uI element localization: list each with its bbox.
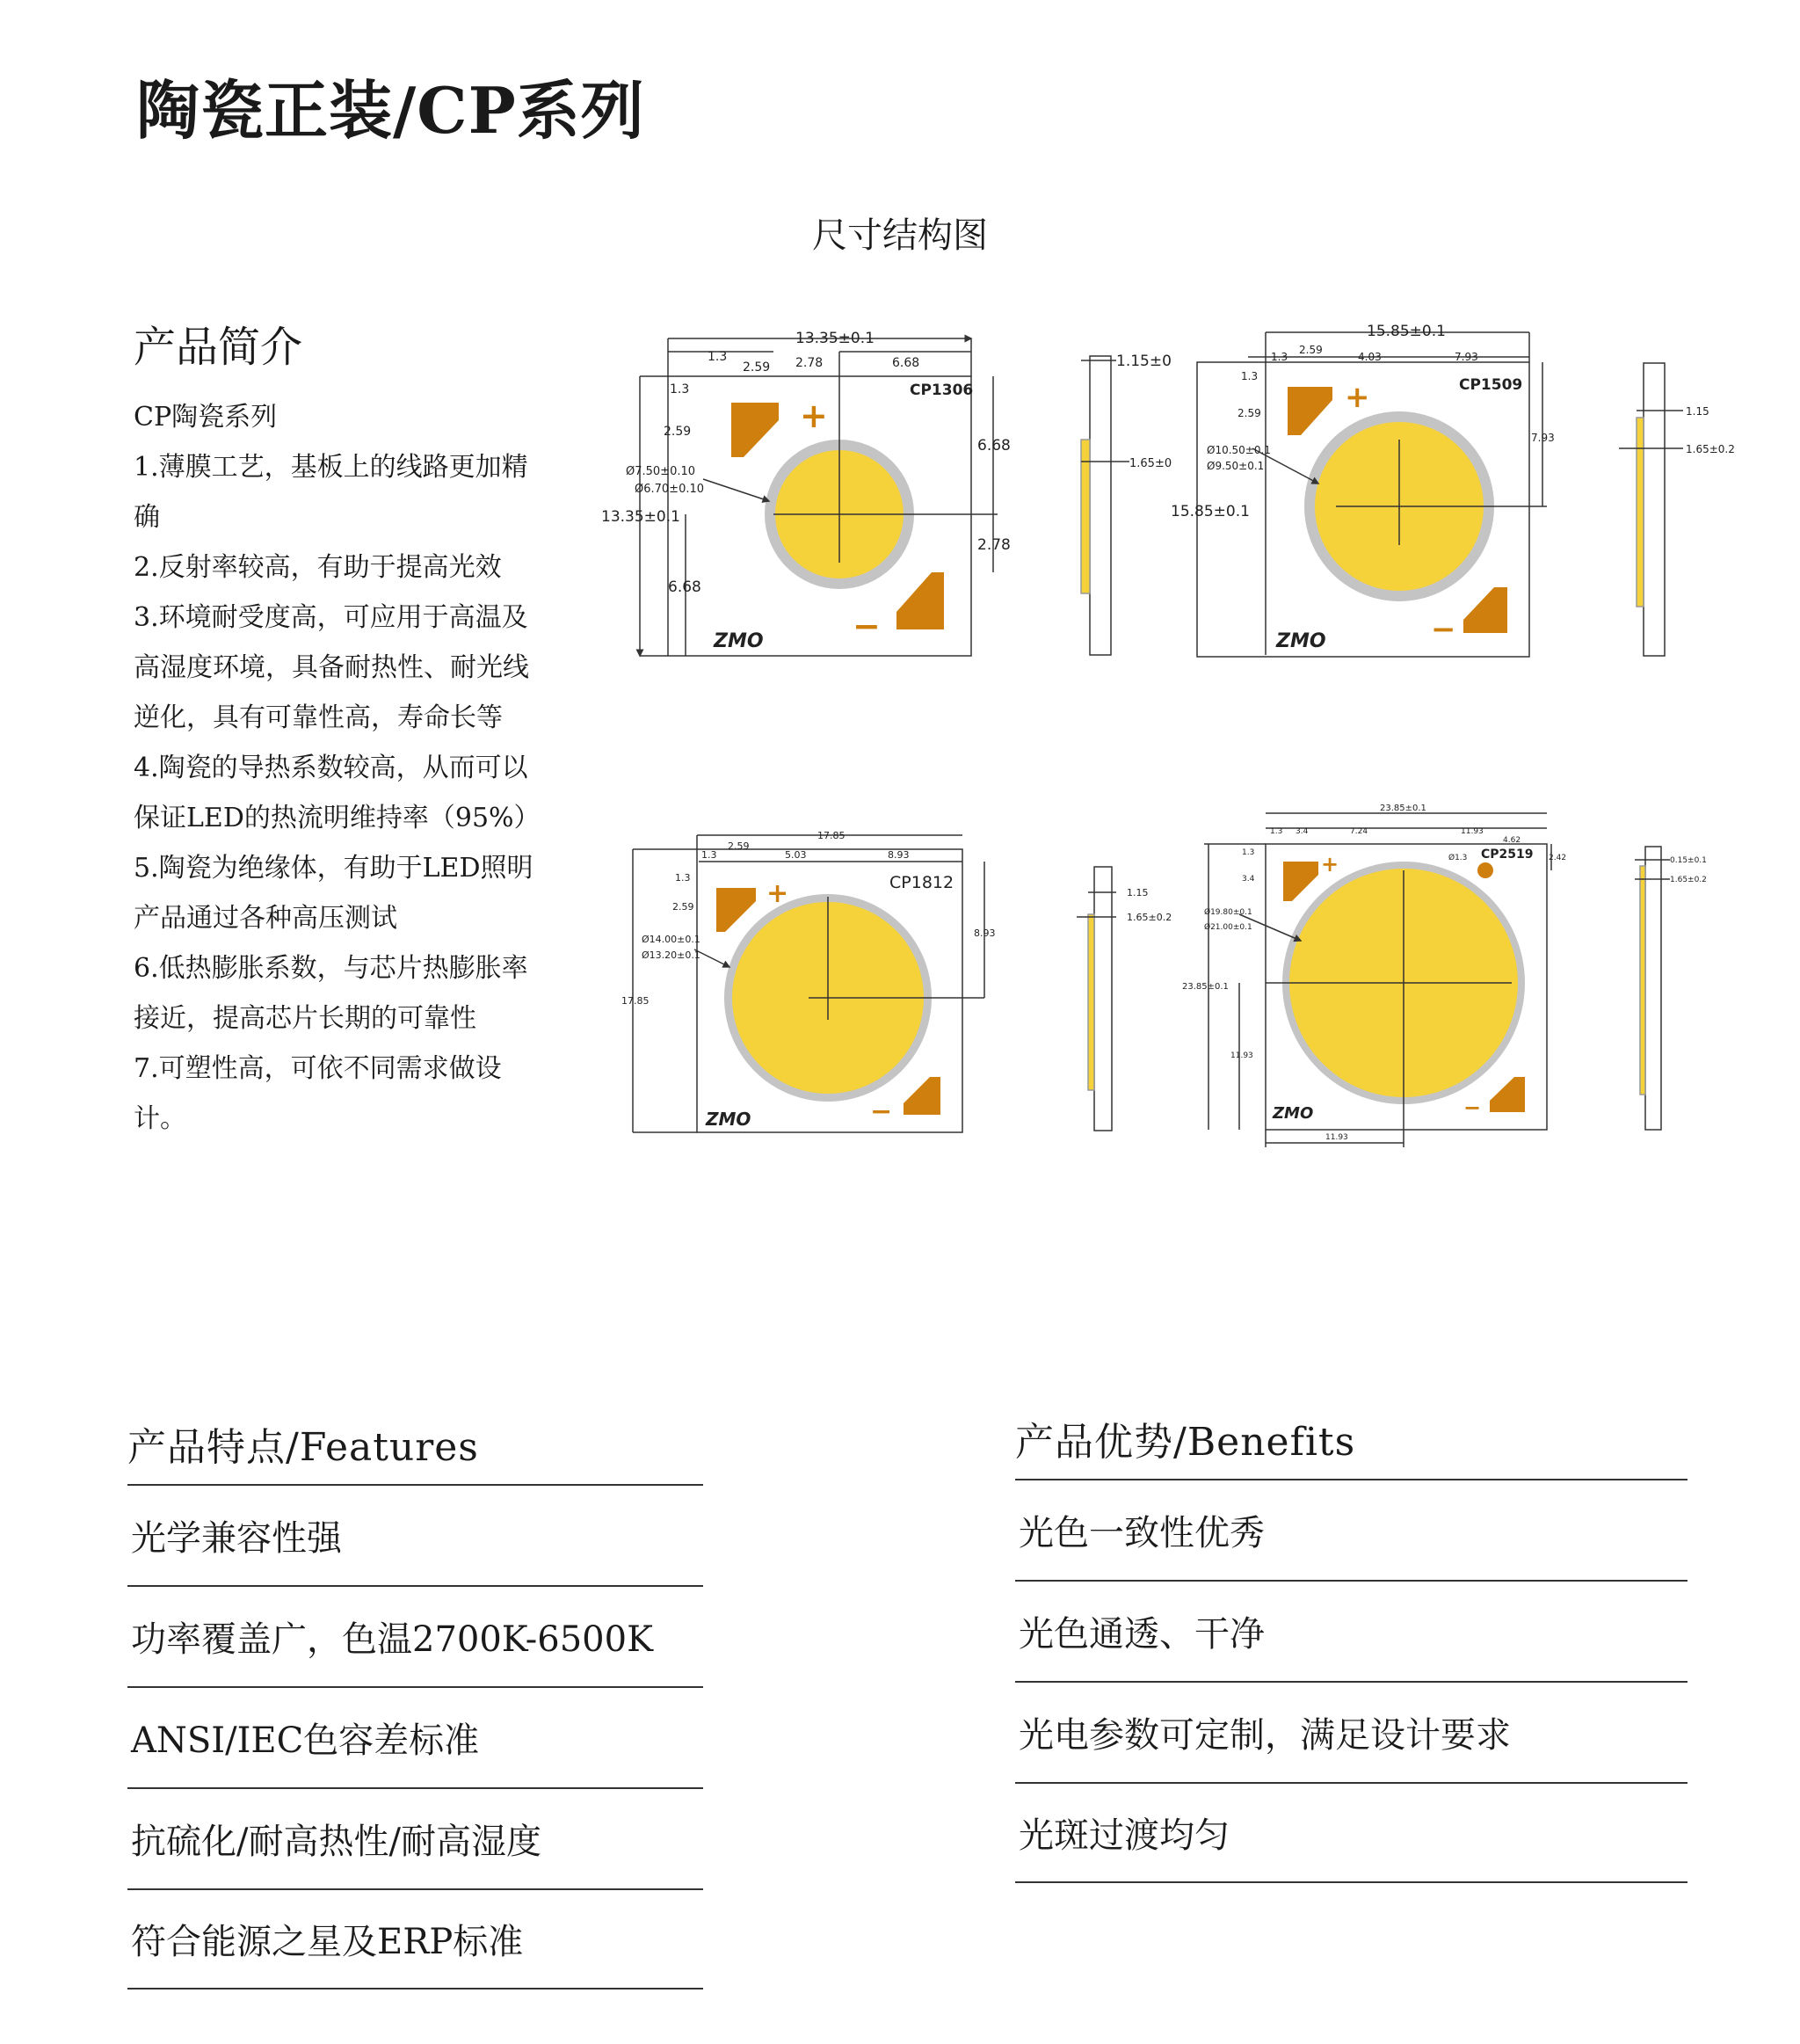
dim-side-thick: 1.15±0 xyxy=(1116,353,1172,370)
plus-sign: + xyxy=(1345,380,1370,415)
dim-phi-inner: Ø21.00±0.1 xyxy=(1204,923,1252,932)
dim-phi-inner: Ø13.20±0.1 xyxy=(642,949,700,961)
dim-phi-outer: Ø14.00±0.1 xyxy=(642,934,700,945)
minus-sign: − xyxy=(853,607,881,645)
plus-sign: + xyxy=(1321,852,1339,877)
features-section xyxy=(127,1415,703,1989)
side-view xyxy=(1644,363,1665,656)
dim-d3: 4.03 xyxy=(1358,351,1382,363)
intro-line: 1.薄膜工艺，基板上的线路更加精 xyxy=(134,452,528,483)
side-phosphor xyxy=(1088,914,1094,1090)
side-phosphor xyxy=(1637,418,1644,607)
minus-sign: − xyxy=(870,1096,893,1127)
logo-text: ZMO xyxy=(1273,1104,1314,1123)
intro-line: 7.可塑性高，可依不同需求做设 xyxy=(134,1053,502,1084)
dim-phi-outer: Ø7.50±0.10 xyxy=(626,465,696,478)
dim-d3: 7.24 xyxy=(1350,827,1368,836)
dim-d4: 6.68 xyxy=(892,356,920,370)
ntc-pad xyxy=(1477,862,1493,878)
benefit-item: 光色一致性优秀 xyxy=(1015,1479,1688,1580)
logo-text: ZMO xyxy=(1276,630,1326,652)
feature-item: 抗硫化/耐高热性/耐高湿度 xyxy=(127,1787,703,1888)
dim-d1: 1.3 xyxy=(708,350,728,364)
dim-side-depth: 1.65±0.2 xyxy=(1127,912,1172,923)
dim-height: 15.85±0.1 xyxy=(1171,503,1250,520)
benefits-section xyxy=(1015,1410,1688,1883)
diagram-cp1509 xyxy=(1197,332,1683,657)
minus-sign: − xyxy=(1463,1095,1482,1120)
intro-line: 产品通过各种高压测试 xyxy=(134,903,397,934)
side-view xyxy=(1094,867,1112,1131)
dim-side-depth: 1.65±0.2 xyxy=(1686,443,1735,455)
plus-sign: + xyxy=(800,396,828,435)
plus-sign: + xyxy=(766,878,789,909)
dim-d4: 7.93 xyxy=(1455,351,1478,363)
dim-d1: 1.3 xyxy=(1270,827,1283,836)
side-phosphor xyxy=(1081,440,1090,593)
dim-d2: 2.59 xyxy=(743,360,771,375)
side-phosphor xyxy=(1640,866,1645,1095)
dim-height: 13.35±0.1 xyxy=(601,508,680,526)
intro-line: 3.环境耐受度高，可应用于高温及 xyxy=(134,602,528,633)
dim-phi-outer: Ø10.50±0.1 xyxy=(1207,444,1271,456)
intro-line: 逆化，具有可靠性高，寿命长等 xyxy=(134,702,503,733)
intro-line: 6.低热膨胀系数，与芯片热膨胀率 xyxy=(134,953,528,984)
dim-d3: 5.03 xyxy=(785,849,807,861)
dim-left2: 2.59 xyxy=(664,425,692,439)
dim-phi-inner: Ø6.70±0.10 xyxy=(635,483,705,496)
side-view xyxy=(1645,847,1661,1130)
intro-line: 5.陶瓷为绝缘体，有助于LED照明 xyxy=(134,853,533,884)
dim-left3: 11.93 xyxy=(1230,1051,1253,1060)
features-title: 产品特点/Features xyxy=(127,1425,479,1470)
model-label: CP1509 xyxy=(1459,376,1523,394)
dim-right1: 6.68 xyxy=(977,437,1011,455)
dim-side-thick: 0.15±0.1 xyxy=(1670,856,1707,865)
dim-width: 17.85 xyxy=(817,830,846,841)
dim-width: 13.35±0.1 xyxy=(795,330,875,347)
dim-d2: 2.59 xyxy=(1299,344,1323,356)
dim-height: 23.85±0.1 xyxy=(1182,982,1229,992)
dim-d4: 11.93 xyxy=(1461,827,1484,836)
dim-left2: 3.4 xyxy=(1242,875,1255,884)
diagram-cp1812 xyxy=(633,835,1116,1132)
model-label: CP1306 xyxy=(910,382,974,399)
dim-d1: 1.3 xyxy=(1271,351,1288,363)
dim-right2: 2.78 xyxy=(977,536,1011,554)
intro-line: 保证LED的热流明维持率（95%） xyxy=(134,803,541,833)
dim-left1: 1.3 xyxy=(670,382,690,396)
dim-d5: 4.62 xyxy=(1503,836,1521,845)
dim-height: 17.85 xyxy=(621,995,650,1007)
dim-d2: 2.59 xyxy=(728,840,750,852)
diagram-heading: 尺寸结构图 xyxy=(812,215,988,256)
feature-item: 符合能源之星及ERP标准 xyxy=(127,1888,703,1989)
benefit-item: 光电参数可定制，满足设计要求 xyxy=(1015,1681,1688,1782)
intro-line: CP陶瓷系列 xyxy=(134,402,278,433)
logo-text: ZMO xyxy=(706,1109,751,1130)
model-label: CP1812 xyxy=(889,873,954,892)
model-label: CP2519 xyxy=(1481,847,1534,862)
feature-item: 功率覆盖广，色温2700K-6500K xyxy=(127,1585,703,1686)
dim-phi-inner: Ø9.50±0.1 xyxy=(1207,460,1265,472)
dim-d2: 3.4 xyxy=(1296,827,1309,836)
benefit-item: 光斑过渡均匀 xyxy=(1015,1782,1688,1883)
diagram-cp2519 xyxy=(1204,813,1670,1147)
dim-left2: 2.59 xyxy=(1238,407,1261,419)
intro-line: 2.反射率较高，有助于提高光效 xyxy=(134,552,502,583)
intro-line: 接近，提高芯片长期的可靠性 xyxy=(134,1003,476,1034)
minus-sign: − xyxy=(1431,612,1456,647)
feature-item: ANSI/IEC色容差标准 xyxy=(127,1686,703,1787)
dim-right1: 7.93 xyxy=(1531,432,1555,444)
dim-pad-dia: Ø1.3 xyxy=(1448,854,1468,862)
dim-side-depth: 1.65±0 xyxy=(1129,457,1172,470)
benefits-title: 产品优势/Benefits xyxy=(1015,1420,1356,1465)
dim-right1: 8.93 xyxy=(974,927,996,939)
dim-left1: 1.3 xyxy=(675,872,691,884)
intro-line: 确 xyxy=(134,502,160,533)
dim-width: 23.85±0.1 xyxy=(1380,804,1426,813)
intro-line: 计。 xyxy=(134,1103,186,1134)
dim-d1: 1.3 xyxy=(701,849,717,861)
dim-right1: 2.42 xyxy=(1549,854,1567,862)
dim-left2: 2.59 xyxy=(672,901,694,913)
dim-left3: 6.68 xyxy=(668,578,701,596)
diagram-cp1306 xyxy=(640,338,1129,656)
dim-bottom: 11.93 xyxy=(1325,1133,1348,1142)
side-view xyxy=(1090,356,1111,655)
intro-heading: 产品简介 xyxy=(134,323,303,372)
dim-side-depth: 1.65±0.2 xyxy=(1670,876,1707,884)
benefit-item: 光色通透、干净 xyxy=(1015,1580,1688,1681)
intro-line: 高湿度环境，具备耐热性、耐光线 xyxy=(134,652,529,683)
dim-d4: 8.93 xyxy=(888,849,910,861)
feature-item: 光学兼容性强 xyxy=(127,1484,703,1585)
dim-side-thick: 1.15 xyxy=(1686,405,1709,418)
dim-d3: 2.78 xyxy=(795,356,824,370)
dim-left1: 1.3 xyxy=(1242,848,1255,857)
dim-side-thick: 1.15 xyxy=(1127,887,1149,898)
intro-line: 4.陶瓷的导热系数较高，从而可以 xyxy=(134,753,528,783)
dim-phi-outer: Ø19.80±0.1 xyxy=(1204,908,1252,917)
dim-left1: 1.3 xyxy=(1241,370,1259,382)
dim-width: 15.85±0.1 xyxy=(1367,323,1446,340)
logo-text: ZMO xyxy=(714,630,764,652)
page-title: 陶瓷正装/CP系列 xyxy=(136,73,645,148)
